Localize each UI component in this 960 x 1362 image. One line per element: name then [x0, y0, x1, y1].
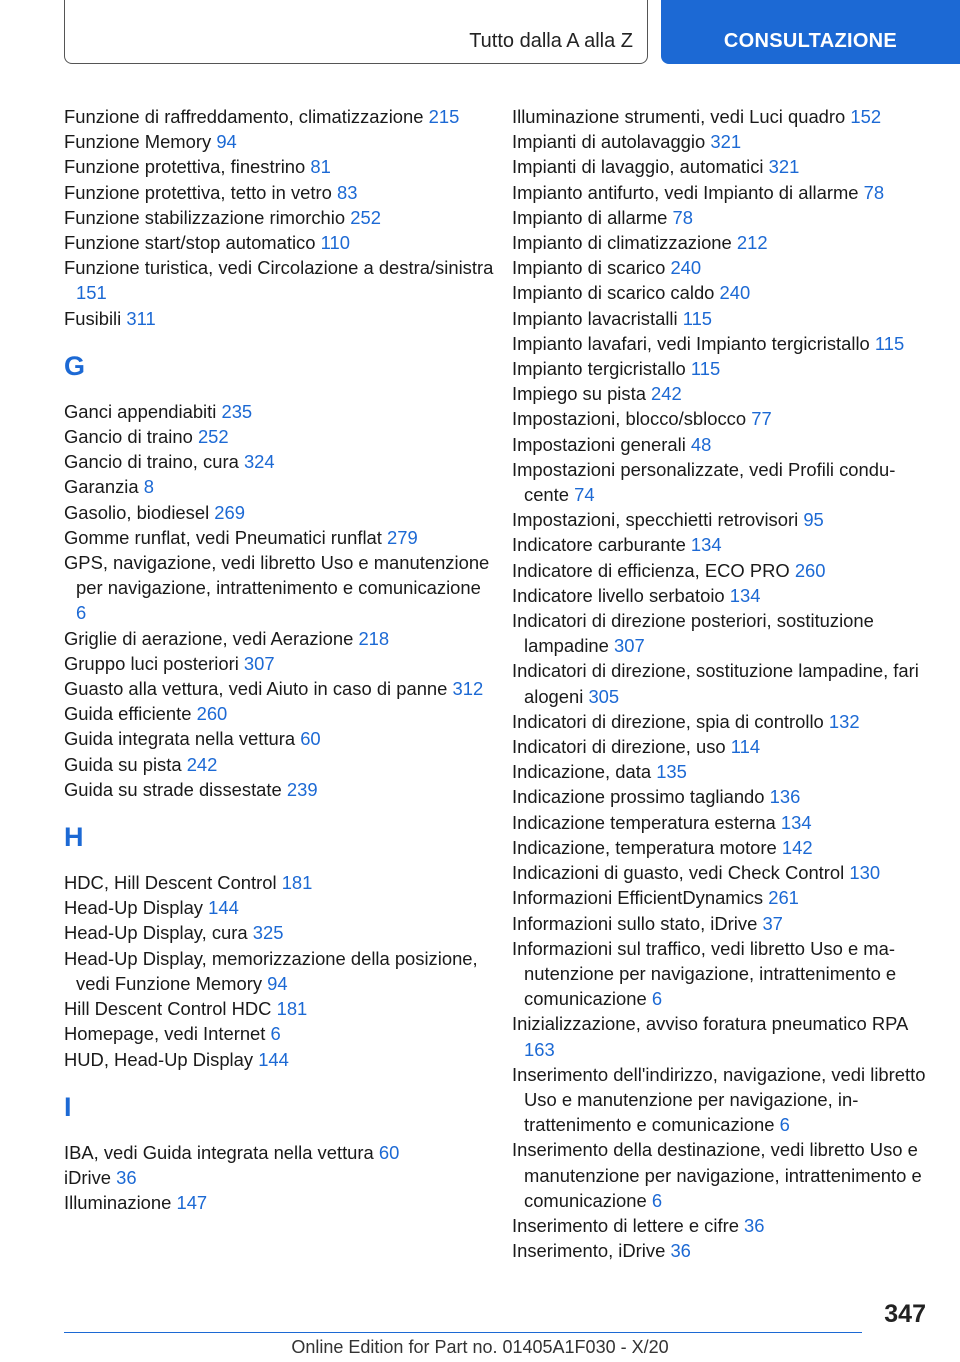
- index-entry: [64, 626, 494, 651]
- index-entry-page-link[interactable]: 269: [214, 501, 245, 523]
- index-entry: [64, 550, 494, 626]
- index-entry-text: Guida integrata nella vettura: [64, 728, 296, 750]
- index-entry-text: Head-Up Display, cura: [64, 922, 248, 944]
- index-entry-text: HDC, Hill Descent Control: [64, 872, 277, 894]
- index-entry-text: Impostazioni generali: [512, 433, 686, 455]
- index-entry: [512, 658, 932, 708]
- header-chapter-title: CONSULTAZIONE: [723, 30, 898, 52]
- index-entry: [64, 676, 494, 701]
- index-entry: [512, 784, 932, 809]
- index-entry-page-link[interactable]: 6: [270, 1023, 281, 1045]
- index-entry: [512, 835, 932, 860]
- index-entry-page-link[interactable]: 261: [768, 887, 799, 909]
- index-entry-text: Inserimento della destinazione, vedi libretto Uso e manutenzione per navigazione, intrattenimento e comunicazione: [512, 1139, 922, 1211]
- index-entry-page-link[interactable]: 110: [320, 232, 350, 254]
- footer-divider: [64, 1332, 862, 1333]
- index-entry: [512, 558, 932, 583]
- index-entry-page-link[interactable]: 260: [196, 703, 228, 725]
- index-entry-text: Impianti di lavaggio, automatici: [512, 156, 764, 178]
- index-entry-text: Funzione protettiva, finestrino: [64, 156, 306, 178]
- index-entry: [512, 860, 932, 885]
- index-entry-page-link[interactable]: 60: [378, 1141, 400, 1163]
- index-entry-page-link[interactable]: 115: [690, 358, 721, 380]
- index-entry-page-link[interactable]: 78: [672, 206, 693, 228]
- index-entry-page-link[interactable]: 144: [208, 897, 239, 919]
- index-entry-page-link[interactable]: 136: [769, 786, 801, 808]
- index-entry-text: Inserimento, iDrive: [512, 1240, 666, 1262]
- index-entry-page-link[interactable]: 77: [751, 408, 772, 430]
- index-entry-page-link[interactable]: 325: [252, 922, 284, 944]
- index-entry: [64, 306, 494, 331]
- index-entry: [512, 759, 932, 784]
- index-entry-page-link[interactable]: 260: [794, 559, 826, 581]
- index-entry: [64, 920, 494, 945]
- index-entry-text: Ganci appendiabiti: [64, 400, 217, 422]
- index-entry-text: Indicatori di direzione, uso: [512, 736, 726, 758]
- index-entry: [512, 885, 932, 910]
- index-entry-page-link[interactable]: 60: [300, 728, 321, 750]
- index-entry: [64, 500, 494, 525]
- index-entry-text: Impostazioni, blocco/sblocco: [512, 408, 747, 430]
- index-entry-text: Indicatori di direzione, sostituzione lampadine, fari alogeni: [512, 660, 919, 707]
- index-entry-text: Impiego su pista: [512, 383, 646, 405]
- index-entry: [64, 1047, 494, 1072]
- index-entry-page-link[interactable]: 142: [781, 836, 813, 858]
- index-entry-page-link[interactable]: 78: [863, 181, 885, 203]
- index-entry-text: Indicazione temperatura esterna: [512, 811, 776, 833]
- page-number: 347: [884, 1300, 926, 1328]
- index-entry-page-link[interactable]: 279: [387, 526, 418, 548]
- index-letter-heading: H: [64, 822, 84, 853]
- index-entry: [64, 1190, 494, 1215]
- index-entry-page-link[interactable]: 321: [768, 156, 800, 178]
- index-entry-text: Indicazioni di guasto, vedi Check Control: [512, 862, 845, 884]
- index-letter-heading: I: [64, 1091, 72, 1122]
- index-entry: [512, 734, 932, 759]
- index-entry: [64, 129, 494, 154]
- index-entry-page-link[interactable]: 242: [186, 753, 218, 775]
- index-entry-page-link[interactable]: 132: [828, 710, 860, 732]
- index-entry-page-link[interactable]: 324: [243, 451, 275, 473]
- index-entry: [64, 449, 494, 474]
- index-entry: [512, 507, 932, 532]
- index-entry-text: Garanzia: [64, 476, 139, 498]
- index-entry-text: Gancio di traino, cura: [64, 451, 239, 473]
- index-entry: [512, 255, 932, 280]
- index-entry-text: Impostazioni personalizzate, vedi Profili conducente: [512, 458, 896, 506]
- index-entry: [512, 532, 932, 557]
- index-entry-page-link[interactable]: 6: [779, 1114, 790, 1136]
- index-entry-page-link[interactable]: 312: [452, 678, 484, 700]
- index-entry-text: Indicatori di direzione posteriori, sostituzione lampadine: [512, 610, 874, 657]
- index-entry: [64, 895, 494, 920]
- index-entry-page-link[interactable]: 235: [221, 400, 253, 422]
- index-entry-text: Gomme runflat, vedi Pneumatici runflat: [64, 526, 382, 548]
- index-entry: [512, 104, 932, 129]
- index-entry-text: Impianti di autolavaggio: [512, 131, 706, 153]
- index-entry-text: Funzione stabilizzazione rimorchio: [64, 206, 346, 228]
- index-entry: [512, 306, 932, 331]
- index-entry-text: Impianto tergicristallo: [512, 358, 686, 380]
- header-chapter-tab: [661, 0, 960, 64]
- index-entry-page-link[interactable]: 81: [310, 156, 331, 178]
- index-entry-text: Inserimento di lettere e cifre: [512, 1214, 739, 1236]
- index-entry-page-link[interactable]: 215: [428, 106, 460, 127]
- index-entry: [512, 180, 932, 205]
- index-entry-text: Impostazioni, specchietti retrovisori: [512, 509, 799, 531]
- index-entry: [512, 381, 932, 406]
- index-entry-page-link[interactable]: 74: [574, 484, 595, 506]
- index-entry: [64, 424, 494, 449]
- index-entry-page-link[interactable]: 242: [651, 383, 682, 405]
- index-entry-page-link[interactable]: 212: [736, 232, 768, 254]
- index-entry: [512, 129, 932, 154]
- index-entry: [64, 399, 494, 424]
- index-entry-page-link[interactable]: 134: [690, 534, 722, 556]
- index-entry-page-link[interactable]: 6: [651, 988, 663, 1010]
- index-entry-text: Head-Up Display: [64, 897, 204, 919]
- index-entry: [512, 457, 932, 507]
- index-entry-text: Illuminazione strumenti, vedi Luci quadro: [512, 106, 846, 127]
- index-entry-text: Indicatore carburante: [512, 534, 686, 556]
- index-entry-page-link[interactable]: 147: [176, 1192, 208, 1214]
- index-entry: [512, 205, 932, 230]
- index-entry-text: GPS, navigazione, vedi libretto Uso e manutenzione per navigazione, intrattenimento e comunicazione: [64, 552, 490, 599]
- index-entry: [64, 205, 494, 230]
- index-entry-text: Impianto di scarico: [512, 257, 666, 279]
- index-entry: [64, 777, 494, 802]
- index-entry-text: Funzione start/stop automatico: [64, 232, 316, 254]
- index-entry-text: Guida efficiente: [64, 703, 192, 725]
- index-entry-page-link[interactable]: 240: [670, 257, 702, 279]
- index-entry: [64, 1021, 494, 1046]
- index-entry-page-link[interactable]: 36: [670, 1240, 691, 1262]
- index-entry-page-link[interactable]: 181: [281, 872, 313, 894]
- index-entry-text: Impianto di scarico caldo: [512, 282, 715, 304]
- index-entry: [512, 583, 932, 608]
- index-entry-text: Impianto lavacristalli: [512, 307, 678, 329]
- index-entry-page-link[interactable]: 321: [710, 131, 742, 153]
- index-entry: [64, 701, 494, 726]
- index-entry-text: Indicatori di direzione, spia di controllo: [512, 710, 824, 732]
- header-section-title: Tutto dalla A alla Z: [469, 30, 633, 52]
- index-entry-text: Guida su pista: [64, 753, 182, 775]
- index-entry: [64, 255, 494, 305]
- index-entry-page-link[interactable]: 95: [803, 509, 824, 531]
- index-entry-page-link[interactable]: 134: [780, 811, 812, 833]
- index-entry-text: Guida su strade dissestate: [64, 778, 282, 800]
- index-entry-text: Funzione di raffreddamento, climatizzazione: [64, 106, 424, 127]
- index-entry-text: Impianto di climatizzazione: [512, 232, 732, 254]
- index-column-right: [512, 104, 932, 1263]
- index-entry-text: Informazioni EfficientDynamics: [512, 887, 764, 909]
- index-entry-text: Inizializzazione, avviso foratura pneumatico RPA: [512, 1013, 908, 1035]
- index-entry-text: Indicatore di efficienza, ECO PRO: [512, 559, 790, 581]
- index-entry-page-link[interactable]: 311: [126, 307, 156, 329]
- index-entry-text: Fusibili: [64, 307, 122, 329]
- index-entry: [64, 180, 494, 205]
- index-entry-text: Guasto alla vettura, vedi Aiuto in caso di panne: [64, 678, 448, 700]
- index-entry-page-link[interactable]: 135: [656, 761, 687, 783]
- index-entry-page-link[interactable]: 307: [243, 652, 275, 674]
- index-entry-page-link[interactable]: 134: [729, 584, 761, 606]
- index-entry: [512, 709, 932, 734]
- index-entry-page-link[interactable]: 48: [690, 433, 712, 455]
- index-entry: [64, 651, 494, 676]
- index-entry: [512, 154, 932, 179]
- index-entry-text: Head-Up Display, memorizzazione della posizione, vedi Funzione Memory: [64, 947, 478, 994]
- index-entry: [64, 154, 494, 179]
- index-entry: [64, 1165, 494, 1190]
- index-entry-text: Impianto di allarme: [512, 206, 668, 228]
- index-entry-text: Illuminazione: [64, 1192, 172, 1214]
- index-entry-page-link[interactable]: 36: [744, 1214, 765, 1236]
- index-entry: [512, 331, 932, 356]
- index-entry: [512, 1137, 932, 1213]
- index-entry: [512, 936, 932, 1012]
- index-entry-text: Indicazione prossimo tagliando: [512, 786, 765, 808]
- index-entry-page-link[interactable]: 239: [286, 778, 318, 800]
- index-entry: [512, 1062, 932, 1138]
- index-entry-page-link[interactable]: 252: [350, 206, 381, 228]
- index-entry-page-link[interactable]: 94: [267, 972, 288, 994]
- index-entry-page-link[interactable]: 252: [197, 426, 229, 448]
- index-entry-text: Inserimento dell'indirizzo, navigazione, vedi libretto Uso e manutenzione per navigazione, intrattenimento e comunicazione: [512, 1063, 926, 1136]
- index-entry: [512, 432, 932, 457]
- index-entry-text: Informazioni sul traffico, vedi libretto Uso e manutenzione per navigazione, intrattenimento e comunicazione: [512, 937, 897, 1010]
- index-entry-page-link[interactable]: 240: [719, 282, 751, 304]
- index-entry-page-link[interactable]: 94: [216, 131, 237, 153]
- index-entry: [512, 1238, 932, 1263]
- index-entry: [512, 280, 932, 305]
- index-entry: [64, 752, 494, 777]
- index-entry-page-link[interactable]: 151: [76, 282, 107, 304]
- index-entry-page-link[interactable]: 163: [524, 1038, 555, 1060]
- index-entry-page-link[interactable]: 83: [336, 181, 358, 203]
- index-entry-text: Impianto antifurto, vedi Impianto di allarme: [512, 181, 859, 203]
- index-entry-page-link[interactable]: 152: [850, 106, 882, 127]
- index-entry-page-link[interactable]: 36: [116, 1166, 137, 1188]
- index-entry-text: Funzione Memory: [64, 131, 212, 153]
- footer-edition: Online Edition for Part no. 01405A1F030 - X/20: [291, 1337, 669, 1357]
- index-entry-page-link[interactable]: 37: [762, 912, 783, 934]
- index-entry: [512, 1213, 932, 1238]
- index-entry-page-link[interactable]: 115: [682, 307, 713, 329]
- index-entry: [512, 1011, 932, 1061]
- index-column-left: [64, 104, 494, 1215]
- index-entry-text: Indicazione, data: [512, 761, 652, 783]
- index-entry-page-link[interactable]: 144: [258, 1048, 289, 1070]
- index-entry-text: Hill Descent Control HDC: [64, 998, 272, 1020]
- index-entry-page-link[interactable]: 130: [849, 862, 881, 884]
- index-entry-text: Funzione turistica, vedi Circolazione a destra/sinistra: [64, 257, 494, 279]
- index-entry-text: Indicatore livello serbatoio: [512, 584, 725, 606]
- index-entry-page-link[interactable]: 6: [76, 602, 87, 624]
- index-entry-text: Griglie di aerazione, vedi Aerazione: [64, 627, 354, 649]
- index-entry: [512, 230, 932, 255]
- index-entry-text: Gasolio, biodiesel: [64, 501, 210, 523]
- index-entry-text: Indicazione, temperatura motore: [512, 836, 777, 858]
- index-entry-text: iDrive: [64, 1166, 112, 1188]
- index-entry-text: Homepage, vedi Internet: [64, 1023, 266, 1045]
- index-entry-text: IBA, vedi Guida integrata nella vettura: [64, 1141, 374, 1163]
- index-entry: [64, 870, 494, 895]
- index-entry: [64, 525, 494, 550]
- index-entry-page-link[interactable]: 181: [276, 998, 308, 1020]
- index-entry: [64, 230, 494, 255]
- index-entry-page-link[interactable]: 218: [358, 627, 390, 649]
- index-letter-heading: G: [64, 350, 86, 381]
- index-entry: [64, 996, 494, 1021]
- index-entry: [64, 726, 494, 751]
- index-entry-page-link[interactable]: 114: [730, 736, 761, 758]
- index-entry: [64, 1140, 494, 1165]
- index-entry: [512, 608, 932, 658]
- index-entry: [512, 406, 932, 431]
- index-entry: [512, 911, 932, 936]
- index-entry: [64, 946, 494, 996]
- index-entry-page-link[interactable]: 305: [588, 685, 620, 707]
- index-entry-page-link[interactable]: 115: [874, 332, 905, 354]
- index-entry: [512, 810, 932, 835]
- index-entry: [512, 356, 932, 381]
- index-entry: [64, 474, 494, 499]
- index-entry-text: HUD, Head-Up Display: [64, 1048, 254, 1070]
- index-entry-page-link[interactable]: 307: [613, 635, 645, 657]
- header-section-tab: [64, 0, 648, 64]
- index-entry-text: Informazioni sullo stato, iDrive: [512, 912, 758, 934]
- index-entry-page-link[interactable]: 8: [143, 476, 154, 498]
- index-entry-text: Gruppo luci posteriori: [64, 652, 239, 674]
- index-entry: [64, 104, 494, 129]
- index-entry-text: Gancio di traino: [64, 426, 193, 448]
- index-entry-page-link[interactable]: 6: [651, 1189, 663, 1211]
- index-entry-text: Funzione protettiva, tetto in vetro: [64, 181, 332, 203]
- index-entry-text: Impianto lavafari, vedi Impianto tergicristallo: [512, 332, 870, 354]
